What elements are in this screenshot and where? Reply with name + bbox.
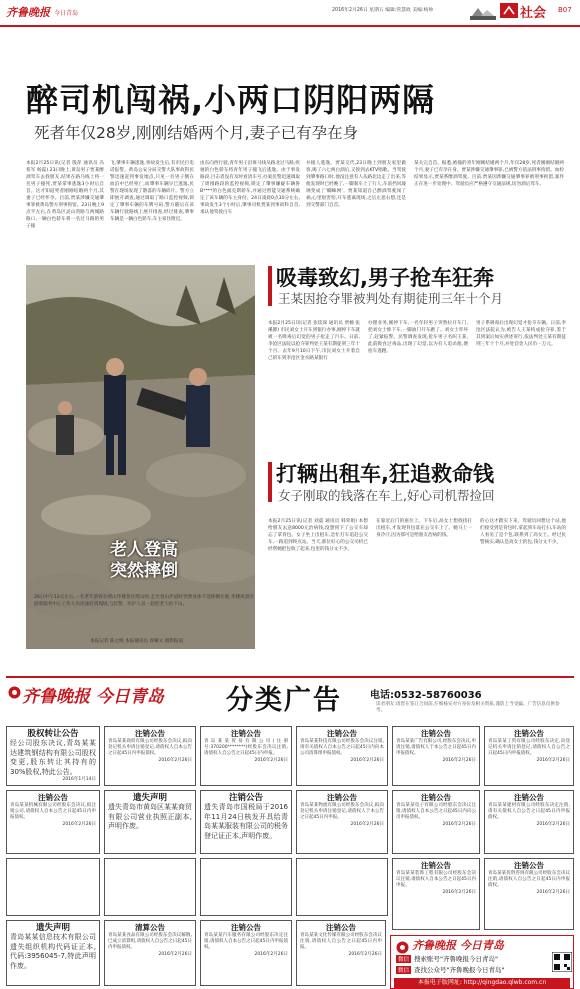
ad-box-title: 注销公告 (327, 793, 357, 802)
ad-box (104, 790, 196, 854)
ad-box-body: 青岛某某投资咨询有限公司经股东会决议注销,请债权人自公告之日起45日内申报债权。 (488, 871, 570, 889)
ad-box (296, 920, 386, 986)
ad-box-date: 2016年2月26日 (350, 757, 384, 763)
ad-box-body: 青岛某某贸易有限公司(注册号:370200********)经股东会决议注销,请债权人自公告之日起45日内申报。 (204, 739, 288, 757)
ads-brand: 齐鲁晚报 今日青岛 (22, 687, 164, 707)
ad-box (200, 726, 292, 786)
ad-box-date: 2016年2月26日 (442, 821, 476, 827)
ad-box (6, 726, 100, 786)
story3-column-3: 的心这才踏实下来。驾驶员回想这个站,他们接受到是背包时,拿起到车站打扫,车站的人看见了是个包,联系到了高女士。经过民警核实,确认是高女士的包,钱分文不少。 (480, 519, 566, 545)
promo-line-1-text: 搜索账号"齐鲁晚报今日青岛" (414, 955, 498, 963)
ad-box (484, 726, 574, 786)
ad-box-date: 2016年2月26日 (442, 889, 476, 895)
ads-title: 分类广告 (226, 685, 342, 716)
photo-text: 26日中午12点左右,一名老年游客在崂山华楼景区爬山时,走至登山步道时突然身体不适摔倒在地,华楼风景区游客服务中心工作人员迅速赶到现场,与民警、医护人员一起把老人抬下山。 (34, 595, 254, 607)
ad-box-title: 注销公告 (326, 923, 356, 932)
story2-headline: 吸毒致幻,男子抢车狂奔 (276, 266, 494, 290)
ad-box (392, 790, 480, 854)
story2-column-3: 男子系吸毒后出现幻觉才抢夺车辆。日前,李沧区法院认为,被告人王某构成抢夺罪,鉴于其到案后如实供述罪行,依法判处王某有期徒刑三年十个月,并处罚金人民币一万元。 (476, 321, 566, 347)
lead-column-4: 并撞人逃逸。贾某交代,23日晚上到朋友家里做客,喝了六七两白酒后,又接到去KTV唱歌。当驾驶到肇事路口时,他没注意有人从路北边走了出来,等他发现时已经晚了,一脚刹车上了行人,车前挡风玻璃变成了'蜘蛛网'。贾某知道自己醉酒驾驶闯了祸,心里很害怕,开车逃离现场,之后左思右想,还是到交警部门自首。 (306, 161, 406, 208)
ad-box (392, 726, 480, 786)
qr-code-icon (552, 952, 572, 976)
ad-box-body: 青岛某某装饰工程有限公司经股东会决议注销,请债权人自本公告之日起45日内申报。 (396, 871, 476, 889)
ad-box-date: 2016年2月26日 (158, 757, 192, 763)
ad-box-date: 2016年2月26日 (442, 757, 476, 763)
ad-box-blank (104, 858, 196, 916)
ad-box-date: 2016年2月26日 (536, 889, 570, 895)
ad-box (484, 858, 574, 930)
ad-box-body: 青岛某某汽车服务有限公司经股东决定注销,请债权人自本公告之日起45日内申报债权。 (204, 933, 288, 951)
ad-box-title: 遗失声明 (132, 793, 167, 803)
story2-column-2: 办理业务,刚停下车,一名年轻男子突然拉开车门,把刘女士推下车,一脚油门开车跑了。刘女士吓坏了,赶紧报警。民警调查发现,抢车男子名叫王某,此前吸食过毒品,出现了幻觉,以为有人追杀他,便抢车逃跑。 (368, 321, 468, 354)
ad-box-title: 注销公告 (38, 793, 68, 802)
ad-box-body: 青岛某某机械有限公司经股东会决议,拟注销公司,请债权人自本公告之日起45日内申报债权。 (10, 803, 96, 821)
ad-box-title: 注销公告 (421, 793, 451, 802)
story2-subheadline: 王某因抢夺罪被判处有期徒刑三年十个月 (278, 291, 504, 306)
ad-box-date: 2016年2月26日 (350, 821, 384, 827)
ad-box-title: 注销公告 (421, 861, 451, 870)
section-logo-icon (470, 4, 496, 20)
story3-headline: 打辆出租车,狂追救命钱 (276, 462, 494, 486)
masthead (0, 0, 580, 26)
ad-box (6, 790, 100, 854)
promo-line-2-text: 查找公众号"齐鲁晚报今日青岛" (414, 966, 505, 974)
ad-box-title: 遗失声明 (35, 923, 70, 933)
wechat-tag: 微信 (398, 968, 410, 974)
promo-brand: 齐鲁晚报 今日青岛 (412, 939, 504, 952)
ad-box-body: 青岛某某商贸有限公司经股东会决议,拟向登记机关申请注销登记,请债权人自本公告之日起45日内申报债权。 (108, 739, 192, 757)
ad-box-date: 2016年2月26日 (254, 757, 288, 763)
ad-box-body: 遗失青岛市国税局于2016年11月24日核发开具给青岛某某服装有限公司的税务登记证正本,声明作废。 (204, 803, 288, 840)
ad-box-title: 注销公告 (231, 729, 261, 738)
ad-box-body: 青岛某某食品有限公司经股东会决议解散,已成立清算组,请债权人自公告之日起45日内申报债权。 (108, 933, 192, 951)
ad-box-date: 2016年2月26日 (62, 821, 96, 827)
header-rule (0, 25, 580, 27)
ad-box (104, 920, 196, 986)
ad-box (392, 858, 480, 930)
news-photo (26, 265, 255, 649)
ad-box-body: 青岛某某文化传媒有限公司经股东会决议注销,请债权人自公告之日起45日内申报。 (300, 933, 382, 951)
ads-notice: 读者朋友:请您在签订合同前,仔细核实对方身份及相关资质,谨防上当受骗。广告信息仅供参考。 (376, 702, 560, 713)
ad-box-body: 青岛某某物流有限公司经股东会决议,拟向登记机关申请注销登记,请债权人于本公告之日起45日内申报。 (300, 803, 384, 821)
ad-box-blank (200, 858, 292, 916)
ad-box (296, 790, 388, 854)
brand-logo-icon (8, 684, 21, 703)
story2-column-1: 本报2月25日讯(记者 张琰琛 通讯员 贾楠 张溪滕) 市民刘女士开车到银行办事,刚停下车就被一名吸毒后幻觉的男子抢走了汽车。日前,李沧区法院以抢夺罪判处王某有期徒刑三年十个月。去年9月10日下午,市民刘女士开着自己的车到李沧区金水路某银行 (268, 321, 360, 361)
ad-box-body: 遗失青岛市黄岛区某某商贸有限公司营业执照正副本,声明作废。 (108, 803, 192, 830)
story2-accent-bar (268, 266, 272, 306)
ad-box-title: 注销公告 (514, 729, 544, 738)
photo-credit: 本报记者 陈之焕 本报通讯员 曾曦文 摄影报道 (90, 639, 184, 644)
ad-box-title: 注销公告 (421, 729, 451, 738)
ad-box-title: 注销公告 (514, 793, 544, 802)
lead-column-2: 飞,肇事车辆逃逸,事故发生后,有市民打电话报警。黄岛公安分局交警大队事故科民警迅速赶到事发地点,只见一名男子倒在血泊中已经死亡,而肇事车辆早已逃逸,民警在现场发现了散落的车辆碎片。警方立即展开调查,通过调取了路口监控视频,锁定了肇事车辆的车牌号码,警方随后在该车辆行驶路线上展开排查,经过排查,肇事车辆是一辆白色轿车,车主家住附近。 (110, 161, 194, 222)
ad-box-title: 注销公告 (514, 861, 544, 870)
ad-box-body: 青岛某某电子有限公司经股东会决议注销,请债权人自本公告之日起45日内向公司申报债权。 (396, 803, 476, 821)
ad-box-body: 青岛某某广告有限公司,经股东会决议,申请注销,请债权人于本公告之日起45日内申报债权。 (396, 739, 476, 757)
ad-box-title: 注销公告 (228, 793, 263, 803)
wechat-tag: 微信 (398, 957, 410, 963)
ad-box-body: 青岛某某科技有限公司经股东会决议注销,请有关债权人自本公告之日起45日内向本公司清算组申报债权。 (300, 739, 384, 757)
ad-box-title: 注销公告 (231, 923, 261, 932)
ad-box-date: 2016年1月14日 (62, 777, 96, 782)
ad-box-date: 2016年2月26日 (536, 821, 570, 827)
ad-box-date: 2016年2月26日 (158, 951, 192, 957)
ad-box-date: 2016年2月26日 (254, 951, 288, 957)
ad-box-blank (6, 858, 100, 916)
story3-subheadline: 女子刚取的钱落在车上,好心司机帮捡回 (278, 488, 495, 503)
ad-box-body: 经公司股东决议,青岛某某达建筑钢结构有限公司股权变更,股东转让其持有的30%股权,特此公告。 (10, 739, 96, 776)
promo-line-1 (396, 954, 498, 963)
section-name: 社会 (520, 6, 547, 21)
ad-box-title: 注销公告 (135, 729, 165, 738)
lead-headline: 醉司机闯祸,小两口阴阳两隔 (26, 81, 436, 119)
lead-column-1: 本报2月25日讯(记者 殷萍 通讯员 冯希军 杨磊) 23日晚上,黄岛男子贾某醉酒驾车去找朋友,结果在路马线上将一名男子撞死,贾某拿事逃逸3小时后自首。这才知道死者刚刚结婚两个月,其妻子已经怀孕。目前,贾某涉嫌交通肇事罪被黄岛警方刑事拘留。23日晚上9点半左右,在黄岛区灵山湾路与两城路路口,一辆白色轿车将一名过马路的男子撞 (26, 161, 104, 229)
ad-box-body: 青岛某某建材有限公司经股东决定注销,请有关债权人自公告之日起45日内申报债权。 (488, 803, 570, 821)
section-badge-icon (500, 3, 518, 17)
ad-box (296, 726, 388, 786)
ad-box (484, 790, 574, 854)
promo-line-2 (396, 965, 505, 974)
date-line: 2016年2月26日 星期五 编辑:管慧政 美编:杨帅 (332, 8, 434, 13)
ad-box (6, 920, 100, 986)
lead-column-5: 某关完自首。据悉,被撞的青年刚刚结婚两个月,年仅28岁,死者刚刚结婚两个月,妻子已有孕在身。贾某涉嫌交通肇事罪,已被警方依法刑事拘留。血检结果显示,贾某系醉酒驾驶。目前,贾某因涉嫌交通肇事罪被刑事拘留,案件正在进一步处理中。驾驶员应严格遵守交通法规,切勿酒后驾车。 (414, 161, 564, 187)
ad-box-date: 2016年2月26日 (536, 757, 570, 763)
story3-accent-bar (268, 462, 272, 502)
ad-box-body: 青岛某某信息技术有限公司遗失组织机构代码证正本,代码:3956045-7,特此声明作废。 (10, 933, 96, 970)
ad-box (104, 726, 196, 786)
ad-box-title: 注销公告 (327, 729, 357, 738)
ad-box-title: 清算公告 (135, 923, 165, 932)
ad-box (200, 790, 292, 854)
edition-label: 今日青岛 (54, 10, 79, 17)
ad-box-date: 2016年2月26日 (348, 951, 382, 957)
lead-column-3: 由东向西行驶,青年男子沿斑马线从路北过马路,疾驰的白色轿车将青年男子撞飞后逃逸。由于事发路段,目击者没有及时看清车号,办案民警迅速调取了周围路段的监控视频,锁定了肇事嫌疑车辆鲁B****的白色福克斯轿车,并通过智能交通系统确定了该车辆的车主身份。24日凌晨0点30分左右,事故发生3个小时后,肇事司机贾某到事故科自首,承认他驾驶白车 (200, 161, 300, 215)
ad-box-title: 股权转让公告 (27, 729, 79, 739)
story3-column-2: 在靠近后门的座位上。下车后,高女士想找找打出租车,才发现背包落在公交车上了。她马上一身冷汗,因为那可是给朋友治病的钱。 (376, 519, 472, 538)
photo-caption-line2: 突然摔倒 (110, 561, 178, 581)
ads-phone: 电话:0532-58760036 (370, 690, 482, 701)
ad-box (200, 920, 292, 986)
ad-box-body: 青岛某某工贸有限公司经股东决定,向登记机关申请注销登记,请债权人自公告之日起45日内申报债权。 (488, 739, 570, 757)
promo-url: 本报电子版网址: http://qingdao.qlwb.com.cn (394, 978, 570, 988)
newspaper-brand: 齐鲁晚报 (6, 6, 50, 19)
story3-column-1: 本报2月25日讯(记者 刘震 通讯员 韩荣娟) 本想给朋友去送8000元治病钱,没想到下了公交车却忘了拿背包。女子坐上出租车,急忙打车追赶公交车,一路追到终点站。当天,那位好心的公交司机已经帮她把包收了起来,包里的钱分文不少。 (268, 519, 368, 552)
page-number: B07 (558, 6, 572, 14)
ad-box-blank (296, 858, 388, 916)
lead-subheadline: 死者年仅28岁,刚刚结婚两个月,妻子已有孕在身 (34, 124, 359, 142)
photo-caption-line1: 老人登高 (110, 540, 178, 560)
photo-caption (110, 540, 178, 582)
